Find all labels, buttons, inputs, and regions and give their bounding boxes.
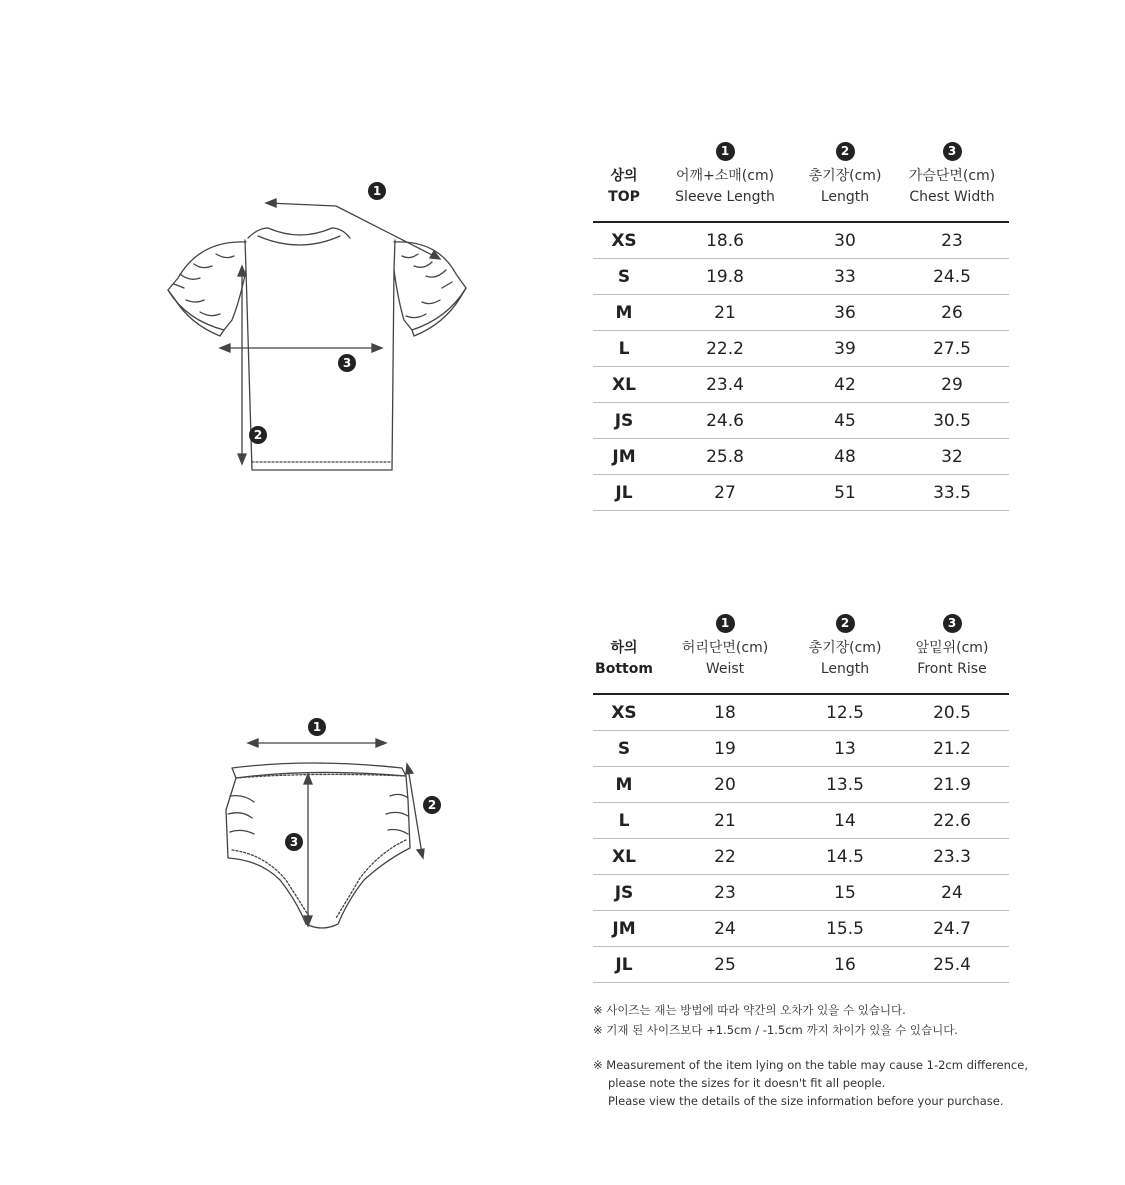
table-row: S 19 13 21.2 — [593, 731, 1009, 767]
table-row: JM 24 15.5 24.7 — [593, 911, 1009, 947]
svg-text:1: 1 — [312, 720, 322, 734]
note-en-1: ※ Measurement of the item lying on the table may cause 1-2cm difference, — [593, 1058, 1028, 1072]
top-size-table — [593, 134, 1009, 511]
table-row: JM 25.8 48 32 — [593, 439, 1009, 475]
column-number-badge: 1 — [716, 142, 735, 161]
table-row: L 21 14 22.6 — [593, 803, 1009, 839]
svg-text:2: 2 — [427, 798, 437, 812]
table-row: XS 18 12.5 20.5 — [593, 694, 1009, 731]
category-header: 하의 Bottom — [593, 638, 655, 694]
column-number-badge: 2 — [836, 614, 855, 633]
svg-text:2: 2 — [253, 428, 263, 442]
table-row: XL 23.4 42 29 — [593, 367, 1009, 403]
category-header: 상의 TOP — [593, 166, 655, 222]
svg-text:1: 1 — [372, 184, 382, 198]
table-row: S 19.8 33 24.5 — [593, 259, 1009, 295]
top-garment-diagram — [160, 170, 460, 490]
bottom-size-table — [593, 606, 1009, 983]
column-header: 어깨+소매(cm) Sleeve Length — [655, 166, 795, 222]
note-ko-1: ※ 사이즈는 재는 방법에 따라 약간의 오차가 있을 수 있습니다. — [593, 1003, 906, 1017]
table-row: JS 24.6 45 30.5 — [593, 403, 1009, 439]
note-ko-2: ※ 기재 된 사이즈보다 +1.5cm / -1.5cm 까지 차이가 있을 수 있습니다. — [593, 1023, 958, 1037]
table-row: M 21 36 26 — [593, 295, 1009, 331]
svg-text:3: 3 — [342, 356, 352, 370]
table-row: XL 22 14.5 23.3 — [593, 839, 1009, 875]
note-en-3: Please view the details of the size information before your purchase. — [608, 1094, 1004, 1108]
table-row: JS 23 15 24 — [593, 875, 1009, 911]
table-row: JL 25 16 25.4 — [593, 947, 1009, 983]
svg-text:3: 3 — [289, 835, 299, 849]
column-number-badge: 3 — [943, 142, 962, 161]
column-number-badge: 2 — [836, 142, 855, 161]
table-row: L 22.2 39 27.5 — [593, 331, 1009, 367]
size-notes — [593, 1000, 1093, 1110]
table-row: M 20 13.5 21.9 — [593, 767, 1009, 803]
column-header: 총기장(cm) Length — [795, 638, 895, 694]
column-header: 총기장(cm) Length — [795, 166, 895, 222]
column-header: 가슴단면(cm) Chest Width — [895, 166, 1009, 222]
column-header: 허리단면(cm) Weist — [655, 638, 795, 694]
column-header: 앞밑위(cm) Front Rise — [895, 638, 1009, 694]
column-number-badge: 3 — [943, 614, 962, 633]
table-row: XS 18.6 30 23 — [593, 222, 1009, 259]
bottom-garment-diagram — [210, 710, 450, 940]
column-number-badge: 1 — [716, 614, 735, 633]
table-row: JL 27 51 33.5 — [593, 475, 1009, 511]
note-en-2: please note the sizes for it doesn't fit all people. — [608, 1076, 886, 1090]
